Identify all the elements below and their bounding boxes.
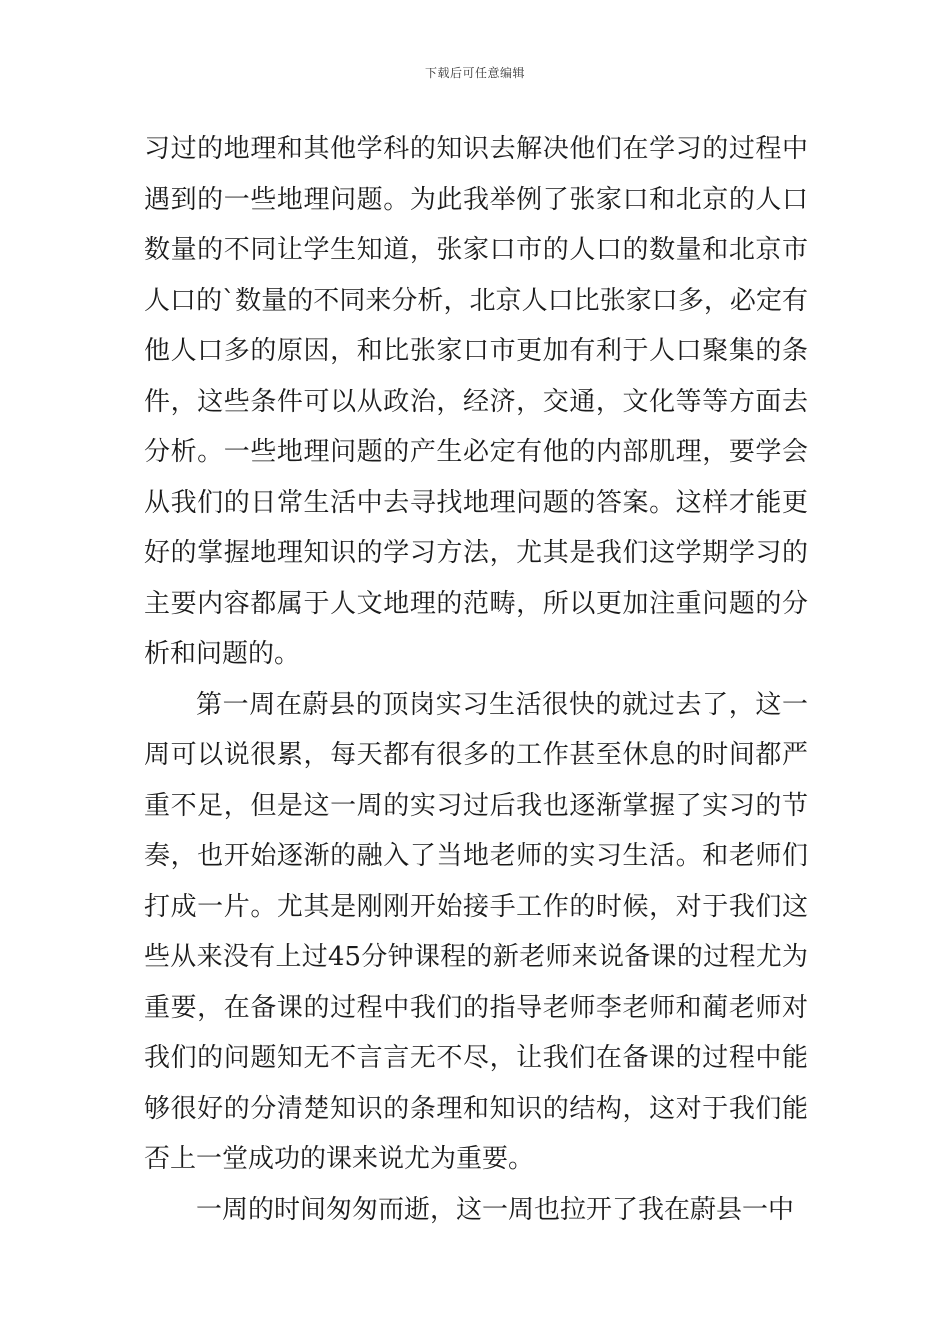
paragraph-1: 习过的地理和其他学科的知识去解决他们在学习的过程中遇到的一些地理问题。为此我举例了张家口和北京的人口数量的不同让学生知道，张家口市的人口的数量和北京市人口的`数量的不同来分析，北京人口比张家口多，必定有他人口多的原因，和比张家口市更加有利于人口聚集的条件，这些条件可以从政治，经济，交通，文化等等方面去分析。一些地理问题的产生必定有他的内部肌理，要学会从我们的日常生活中去寻找地理问题的答案。这样才能更好的掌握地理知识的学习方法，尤其是我们这学期学习的主要内容都属于人文地理的范畴，所以更加注重问题的分析和问题的。 — [144, 134, 808, 669]
page-header: 下载后可任意编辑 — [424, 66, 525, 80]
paragraph-3: 一周的时间匆匆而逝，这一周也拉开了我在蔚县一中 — [196, 1194, 795, 1225]
document-body — [144, 124, 808, 1235]
paragraph-2: 第一周在蔚县的顶岗实习生活很快的就过去了，这一周可以说很累，每天都有很多的工作甚至休息的时间都严重不足，但是这一周的实习过后我也逐渐掌握了实习的节奏，也开始逐渐的融入了当地老师的实习生活。和老师们打成一片。尤其是刚刚开始接手工作的时候，对于我们这些从来没有上过45分钟课程的新老师来说备课的过程尤为重要，在备课的过程中我们的指导老师李老师和蔺老师对我们的问题知无不言言无不尽，让我们在备课的过程中能够很好的分清楚知识的条理和知识的结构，这对于我们能否上一堂成功的课来说尤为重要。 — [144, 689, 808, 1174]
